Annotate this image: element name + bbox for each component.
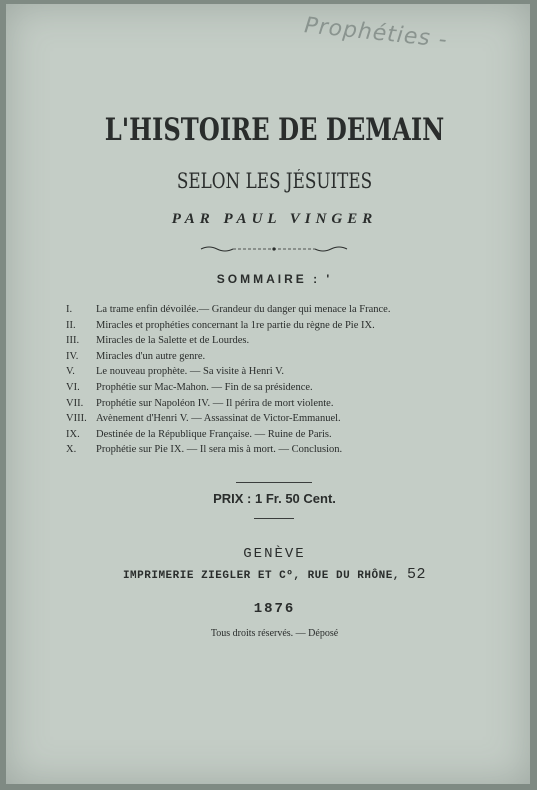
toc-entry: [66, 411, 486, 427]
toc-number: VIII.: [66, 413, 87, 425]
printer-street-number: 52: [407, 566, 427, 583]
toc-number: III.: [66, 335, 80, 347]
toc-number: V.: [66, 366, 75, 378]
toc-number: IX.: [66, 428, 80, 440]
divider-line-short: [254, 518, 294, 519]
toc-text: Le nouveau prophète. — Sa visite à Henri V.: [96, 366, 284, 378]
sommaire-heading: SOMMAIRE : ': [216, 272, 333, 286]
toc-text: Prophétie sur Napoléon IV. — Il périra de mort violente.: [96, 397, 334, 409]
printer-line: [6, 566, 537, 583]
toc-text: Miracles de la Salette et de Lourdes.: [96, 335, 250, 347]
ornament-divider: [199, 244, 349, 254]
rights-notice: Tous droits réservés. — Déposé: [210, 628, 339, 639]
table-of-contents: [66, 302, 486, 458]
book-author: PAR PAUL VINGER: [171, 211, 378, 227]
toc-entry: [66, 333, 486, 349]
toc-text: La trame enfin dévoilée.— Grandeur du danger qui menace la France.: [96, 304, 391, 315]
toc-entry: [66, 396, 486, 412]
toc-number: VI.: [66, 381, 80, 393]
toc-text: Miracles d'un autre genre.: [96, 350, 206, 362]
toc-number: II.: [66, 319, 76, 331]
toc-number: VII.: [66, 397, 84, 409]
book-cover: [6, 4, 530, 784]
publication-city: GENÈVE: [243, 546, 306, 562]
divider-line: [236, 482, 312, 483]
toc-entry: [66, 302, 486, 318]
toc-text: Destinée de la République Française. — Ruine de Paris.: [96, 428, 332, 440]
price-line: PRIX : 1 Fr. 50 Cent.: [213, 491, 336, 506]
book-subtitle: SELON LES JÉSUITES: [176, 169, 373, 193]
toc-number: X.: [66, 444, 77, 456]
toc-number: I.: [66, 304, 73, 315]
book-title: L'HISTOIRE DE DEMAIN: [104, 112, 445, 148]
toc-text: Prophétie sur Mac-Mahon. — Fin de sa présidence.: [96, 381, 313, 393]
toc-entry: [66, 349, 486, 365]
toc-entry: [66, 380, 486, 396]
toc-text: Prophétie sur Pie IX. — Il sera mis à mort. — Conclusion.: [96, 444, 343, 456]
toc-entry: [66, 442, 486, 458]
toc-text: Miracles et prophéties concernant la 1re partie du règne de Pie IX.: [96, 319, 375, 331]
toc-text: Avènement d'Henri V. — Assassinat de Victor-Emmanuel.: [96, 413, 341, 425]
handwritten-annotation: Prophéties -: [303, 13, 449, 54]
printer-name: IMPRIMERIE ZIEGLER ET Cº, RUE DU RHÔNE,: [122, 570, 400, 582]
publication-year: 1876: [253, 601, 296, 617]
toc-entry: [66, 318, 486, 334]
toc-entry: [66, 427, 486, 443]
toc-entry: [66, 364, 486, 380]
toc-number: IV.: [66, 350, 79, 362]
